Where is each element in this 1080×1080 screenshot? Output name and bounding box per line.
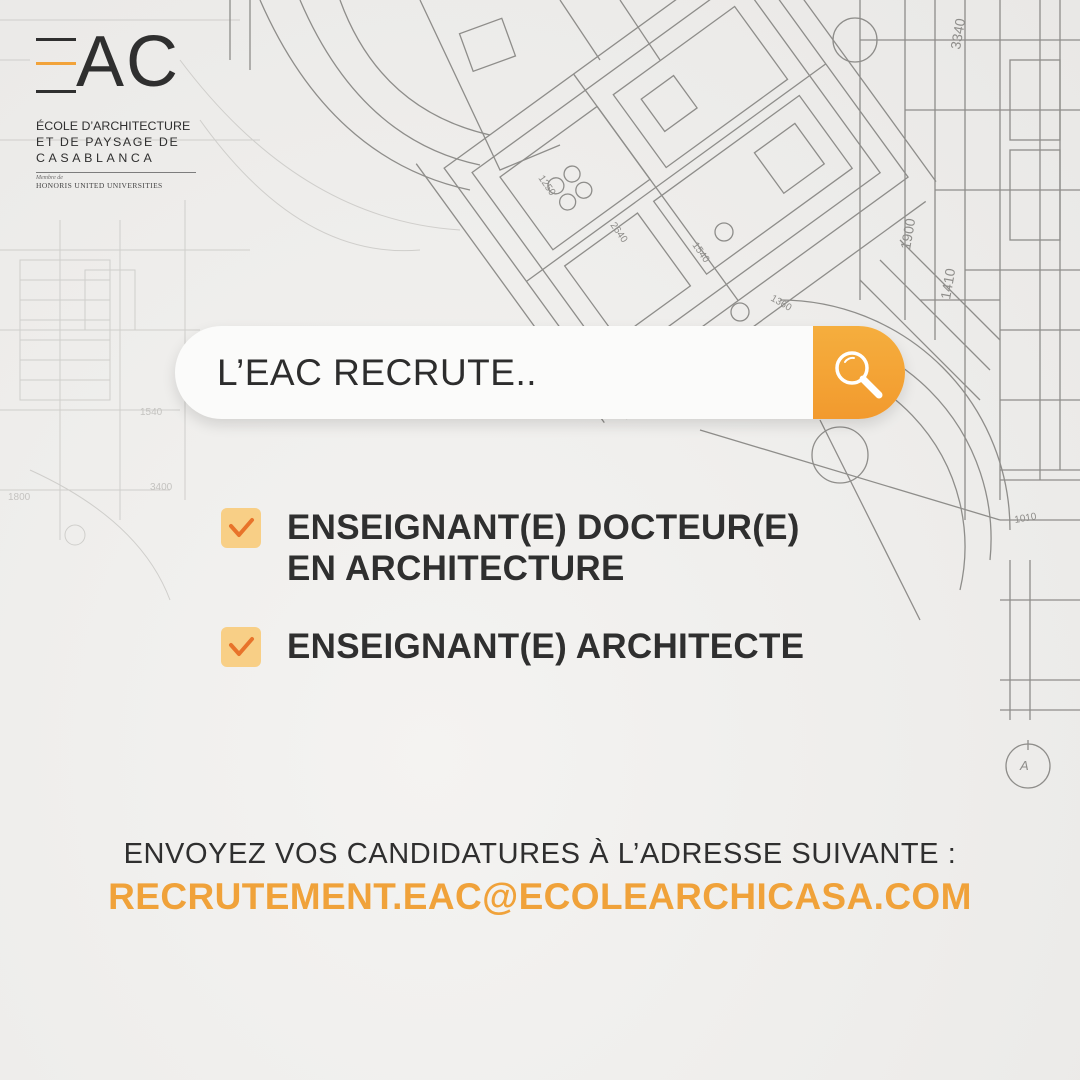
member-badge: [36, 172, 196, 190]
search-text: L’EAC RECRUTE..: [217, 352, 538, 393]
svg-text:3340: 3340: [947, 17, 969, 51]
svg-text:1360: 1360: [768, 293, 794, 314]
svg-text:1800: 1800: [8, 492, 31, 503]
svg-text:1900: 1900: [897, 217, 919, 251]
svg-text:2640: 2640: [607, 220, 630, 245]
position-title: [287, 507, 800, 589]
search-button: [813, 326, 905, 419]
svg-text:1010: 1010: [1013, 511, 1038, 526]
member-org: HONORIS UNITED UNIVERSITIES: [36, 181, 163, 190]
checkmark-icon: [221, 508, 261, 548]
position-title: [287, 626, 804, 667]
member-label: Membre de: [36, 175, 63, 181]
position-title-line1: ENSEIGNANT(E) ARCHITECTE: [287, 627, 805, 666]
eac-logo: [36, 22, 206, 190]
svg-text:1540: 1540: [689, 240, 712, 265]
search-icon: [827, 344, 889, 406]
svg-text:A: A: [1020, 758, 1029, 773]
school-name-line3: CASABLANCA: [36, 151, 156, 165]
search-bar: [175, 326, 905, 419]
svg-text:1250: 1250: [535, 173, 558, 198]
svg-text:1540: 1540: [140, 407, 163, 418]
school-name-line1: ÉCOLE D’ARCHITECTURE: [36, 119, 191, 133]
school-name-line2: ET DE PAYSAGE DE: [36, 135, 180, 149]
school-name: [36, 118, 206, 166]
checkmark-icon: [221, 627, 261, 667]
eac-logo-mark: [36, 22, 206, 102]
position-title-line2: EN ARCHITECTURE: [287, 549, 625, 588]
position-title-line1: ENSEIGNANT(E) DOCTEUR(E): [287, 508, 800, 547]
logo-mark-text: AC: [76, 22, 181, 102]
svg-text:1410: 1410: [937, 267, 959, 301]
svg-text:3400: 3400: [150, 482, 173, 493]
application-email[interactable]: RECRUTEMENT.EAC@ECOLEARCHICASA.COM: [108, 876, 972, 917]
application-instruction: ENVOYEZ VOS CANDIDATURES À L’ADRESSE SUIVANTE :: [123, 838, 957, 870]
